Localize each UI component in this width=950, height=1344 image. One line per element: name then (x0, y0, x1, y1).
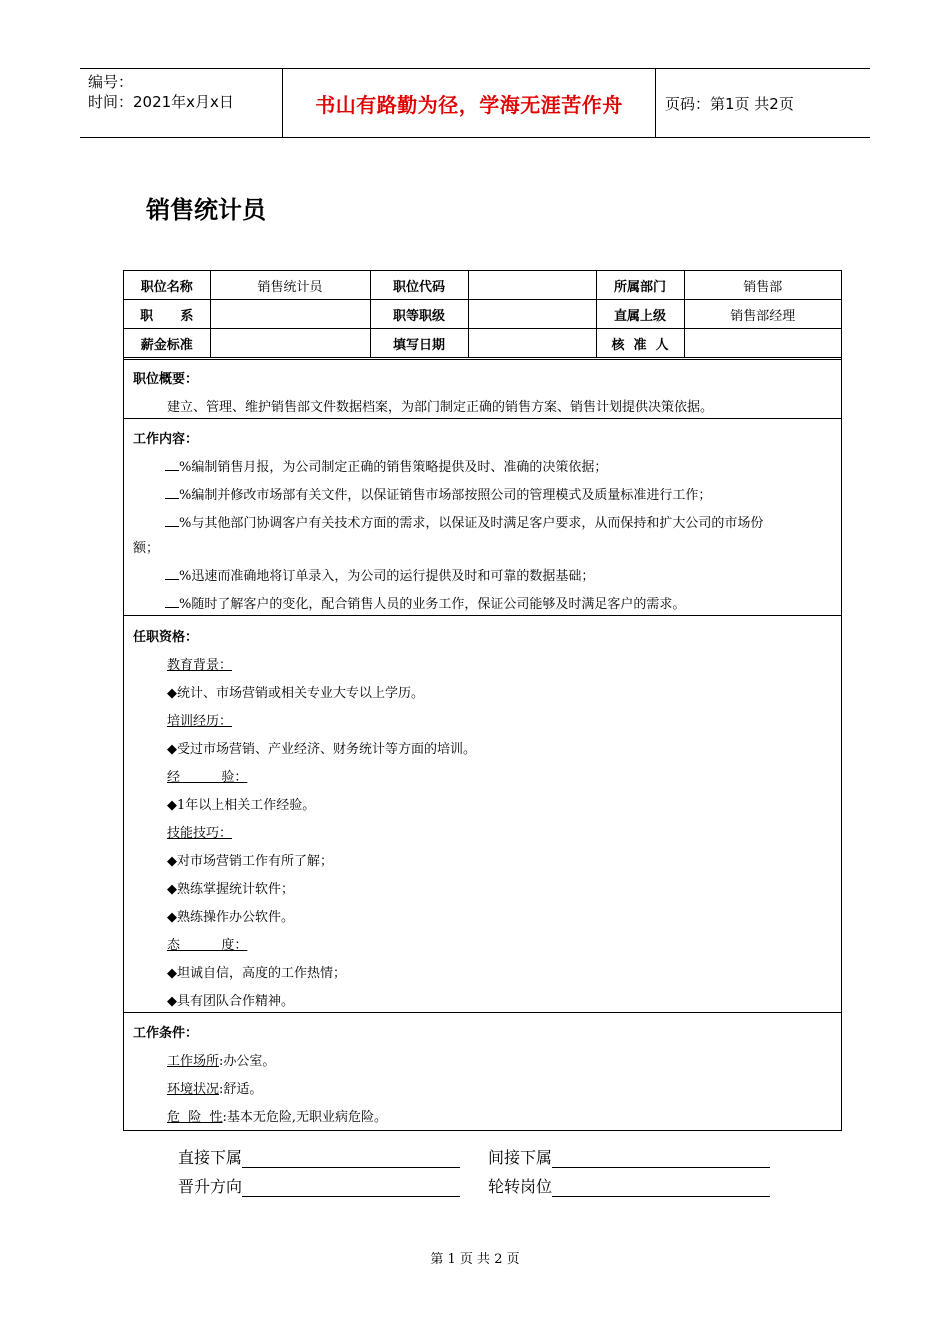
table-row (124, 300, 841, 329)
indirect-subordinate-field[interactable] (552, 1149, 770, 1168)
environment-line: 环境状况:舒适。 (167, 1082, 263, 1097)
education-label: 教育背景： (167, 658, 233, 673)
table-row (124, 329, 841, 358)
motto: 书山有路勤为径，学海无涯苦作舟 (315, 92, 623, 117)
attitude-label: 态 度： (167, 938, 248, 953)
list-item: %编制销售月报，为公司制定正确的销售策略提供及时、准确的决策依据； (165, 456, 607, 475)
attitude-item: ◆坦诚自信，高度的工作热情； (167, 966, 346, 981)
section-work (124, 418, 841, 615)
list-item-wrap: 额； (133, 541, 160, 556)
info-table (124, 271, 841, 358)
blank-fill (165, 595, 179, 608)
value-job-family (210, 300, 370, 329)
rotation-label: 轮转岗位 (488, 1177, 553, 1196)
label-position-code: 职位代码 (370, 271, 468, 300)
list-item: %与其他部门协调客户有关技术方面的需求，以保证及时满足客户要求，从而保持和扩大公司的市场份 (165, 512, 763, 531)
list-item: %随时了解客户的变化，配合销售人员的业务工作，保证公司能够及时满足客户的需求。 (165, 593, 685, 612)
blank-fill (165, 458, 179, 471)
header-meta (80, 69, 282, 137)
blank-fill (165, 567, 179, 580)
attitude-item: ◆具有团队合作精神。 (167, 994, 294, 1009)
conditions-title: 工作条件： (133, 1026, 199, 1041)
workplace-label: 工作场所 (167, 1054, 220, 1069)
header-motto-cell (282, 69, 656, 137)
page-header (80, 68, 870, 138)
direct-subordinate-row (178, 1145, 460, 1168)
value-grade (468, 300, 596, 329)
rotation-row (488, 1174, 770, 1197)
risk-label: 危 险 性 (167, 1110, 223, 1125)
skills-label: 技能技巧： (167, 826, 233, 841)
rotation-field[interactable] (552, 1178, 770, 1197)
promotion-row (178, 1174, 460, 1197)
time-label: 时间：2021年x月x日 (88, 93, 234, 111)
education-text: ◆统计、市场营销或相关专业大专以上学历。 (167, 686, 424, 701)
overview-title: 职位概要： (133, 372, 199, 387)
value-fill-date (468, 329, 596, 358)
indirect-subordinate-row (488, 1145, 770, 1168)
skill-item: ◆熟练操作办公软件。 (167, 910, 294, 925)
training-text: ◆受过市场营销、产业经济、财务统计等方面的培训。 (167, 742, 476, 757)
table-row (124, 271, 841, 300)
section-overview (124, 359, 841, 418)
direct-subordinate-label: 直接下属 (178, 1148, 243, 1167)
environment-label: 环境状况 (167, 1082, 220, 1097)
direct-subordinate-field[interactable] (242, 1149, 460, 1168)
value-position-name: 销售统计员 (210, 271, 370, 300)
list-item: %迅速而准确地将订单录入，为公司的运行提供及时和可靠的数据基础； (165, 565, 594, 584)
work-title: 工作内容： (133, 432, 199, 447)
page-number: 第 1 页 共 2 页 (430, 1252, 520, 1267)
label-supervisor: 直属上级 (596, 300, 684, 329)
value-supervisor: 销售部经理 (684, 300, 841, 329)
value-approver (684, 329, 841, 358)
section-qualification (124, 615, 841, 1012)
blank-fill (165, 514, 179, 527)
section-conditions (124, 1012, 841, 1130)
workplace-line: 工作场所:办公室。 (167, 1054, 276, 1069)
value-position-code (468, 271, 596, 300)
header-page-cell (655, 69, 870, 137)
indirect-subordinate-label: 间接下属 (488, 1148, 553, 1167)
job-description-form (123, 270, 842, 1131)
experience-label: 经 验： (167, 770, 248, 785)
label-approver: 核 准 人 (596, 329, 684, 358)
code-label: 编号： (88, 73, 134, 91)
skill-item: ◆熟练掌握统计软件； (167, 882, 294, 897)
label-fill-date: 填写日期 (370, 329, 468, 358)
blank-fill (165, 486, 179, 499)
risk-line: 危 险 性:基本无危险,无职业病危险。 (167, 1110, 388, 1125)
label-job-family: 职 系 (124, 300, 210, 329)
training-label: 培训经历： (167, 714, 233, 729)
page-info: 页码：第1页 共2页 (665, 94, 794, 113)
label-department: 所属部门 (596, 271, 684, 300)
document-title: 销售统计员 (146, 196, 266, 224)
value-department: 销售部 (684, 271, 841, 300)
label-position-name: 职位名称 (124, 271, 210, 300)
value-salary (210, 329, 370, 358)
skill-item: ◆对市场营销工作有所了解； (167, 854, 333, 869)
label-salary: 薪金标准 (124, 329, 210, 358)
overview-text: 建立、管理、维护销售部文件数据档案，为部门制定正确的销售方案、销售计划提供决策依据。 (167, 400, 714, 415)
qualification-title: 任职资格： (133, 630, 199, 645)
label-grade: 职等职级 (370, 300, 468, 329)
promotion-field[interactable] (242, 1178, 460, 1197)
experience-text: ◆1年以上相关工作经验。 (167, 798, 316, 813)
promotion-label: 晋升方向 (178, 1177, 243, 1196)
list-item: %编制并修改市场部有关文件，以保证销售市场部按照公司的管理模式及质量标准进行工作； (165, 484, 711, 503)
